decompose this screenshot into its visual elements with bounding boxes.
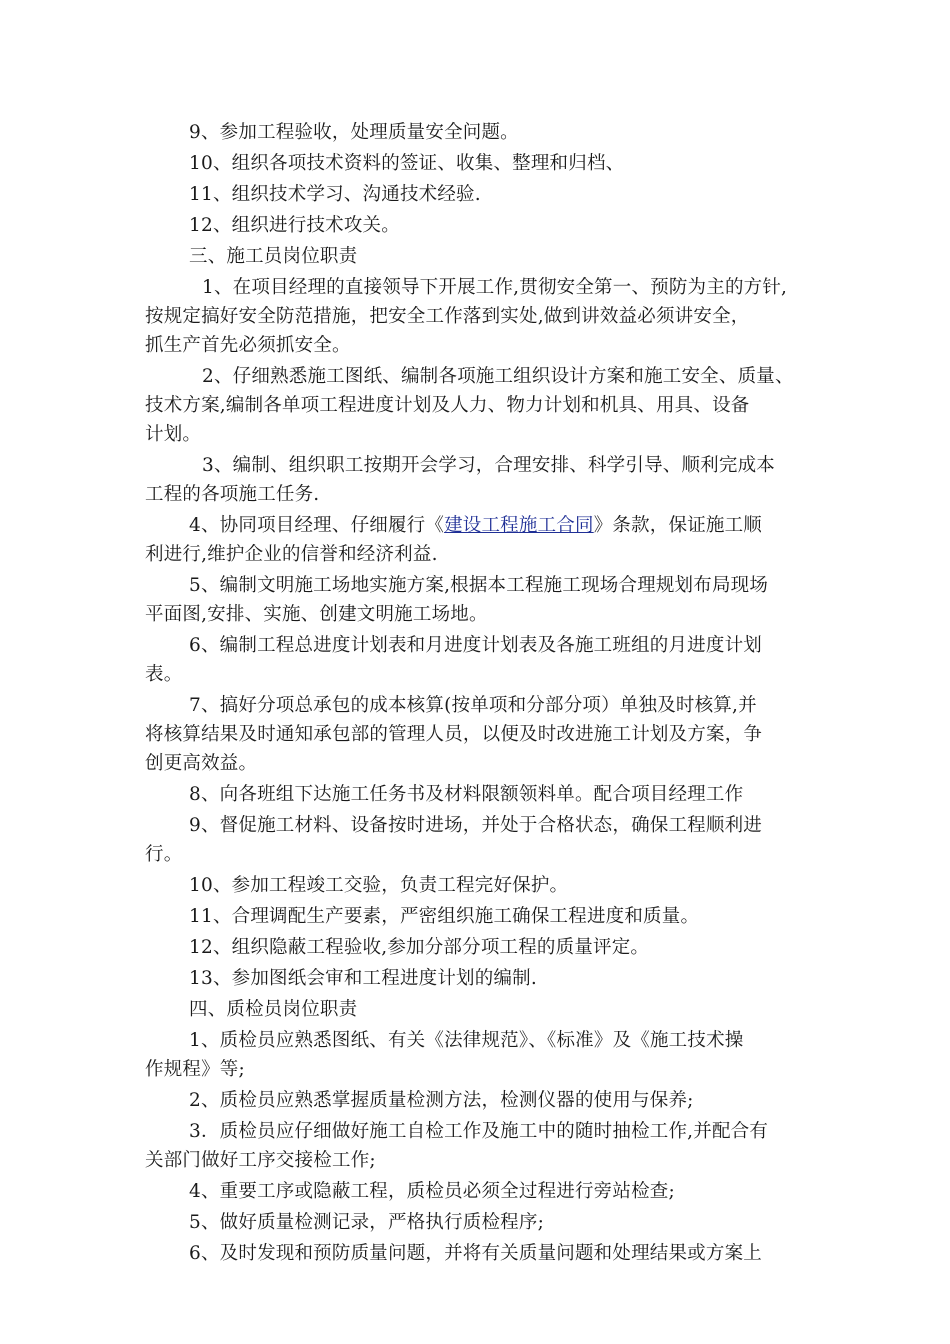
text-line: 工程的各项施工任务. <box>145 484 320 505</box>
text-line: 7、搞好分项总承包的成本核算(按单项和分部分项）单独及时核算,并 <box>189 695 757 716</box>
text-line: 10、组织各项技术资料的签证、收集、整理和归档、 <box>189 153 625 174</box>
paragraph <box>145 571 805 629</box>
section-heading <box>145 995 805 1024</box>
section-heading <box>145 242 805 271</box>
paragraph <box>145 811 805 869</box>
paragraph <box>145 933 805 962</box>
text-line: 6、及时发现和预防质量问题，并将有关质量问题和处理结果或方案上 <box>189 1243 762 1264</box>
text-line: 抓生产首先必须抓安全。 <box>145 335 351 356</box>
paragraph <box>145 273 805 360</box>
text-line: 10、参加工程竣工交验，负责工程完好保护。 <box>189 875 569 896</box>
text-line: 三、施工员岗位职责 <box>189 246 358 267</box>
text-line: 12、组织进行技术攻关。 <box>189 215 400 236</box>
text-line: 8、向各班组下达施工任务书及材料限额领料单。配合项目经理工作 <box>189 784 744 805</box>
text-segment: 》条款，保证施工顺 <box>593 515 762 536</box>
text-line: 2、仔细熟悉施工图纸、编制各项施工组织设计方案和施工安全、质量、 <box>202 366 794 387</box>
paragraph <box>145 149 805 178</box>
text-line: 6、编制工程总进度计划表和月进度计划表及各施工班组的月进度计划 <box>189 635 762 656</box>
text-line: 3、编制、组织职工按期开会学习，合理安排、科学引导、顺利完成本 <box>202 455 775 476</box>
paragraph <box>145 118 805 147</box>
paragraph <box>145 871 805 900</box>
text-segment: 4、协同项目经理、仔细履行《 <box>189 515 445 536</box>
text-line: 13、参加图纸会审和工程进度计划的编制. <box>189 968 537 989</box>
paragraph <box>145 691 805 778</box>
text-line: 5、编制文明施工场地实施方案,根据本工程施工现场合理规划布局现场 <box>189 575 769 596</box>
text-line: 利进行,维护企业的信誉和经济利益. <box>145 544 438 565</box>
contract-link[interactable]: 建设工程施工合同 <box>444 515 594 536</box>
text-line: 四、质检员岗位职责 <box>189 999 358 1020</box>
text-line: 9、督促施工材料、设备按时进场，并处于合格状态，确保工程顺利进 <box>189 815 762 836</box>
paragraph <box>145 631 805 689</box>
text-line: 平面图,安排、实施、创建文明施工场地。 <box>145 604 488 625</box>
text-line: 3．质检员应仔细做好施工自检工作及施工中的随时抽检工作,并配合有 <box>189 1121 769 1142</box>
paragraph <box>145 362 805 449</box>
paragraph <box>145 180 805 209</box>
text-line: 技术方案,编制各单项工程进度计划及人力、物力计划和机具、用具、设备 <box>145 395 750 416</box>
paragraph <box>145 211 805 240</box>
document-body <box>145 118 805 1270</box>
paragraph <box>145 451 805 509</box>
text-line: 1、质检员应熟悉图纸、有关《法律规范》、《标准》及《施工技术操 <box>189 1030 744 1051</box>
text-line: 表。 <box>145 664 183 685</box>
text-line: 创更高效益。 <box>145 753 258 774</box>
paragraph <box>145 511 805 569</box>
text-line: 将核算结果及时通知承包部的管理人员，以便及时改进施工计划及方案，争 <box>145 724 763 745</box>
paragraph <box>145 902 805 931</box>
paragraph <box>145 1177 805 1206</box>
paragraph <box>145 1117 805 1175</box>
text-line: 计划。 <box>145 424 202 445</box>
paragraph <box>145 1026 805 1084</box>
text-line: 4、重要工序或隐蔽工程，质检员必须全过程进行旁站检查; <box>189 1181 675 1202</box>
text-line: 1、在项目经理的直接领导下开展工作,贯彻安全第一、预防为主的方针, <box>202 277 788 298</box>
text-line: 12、组织隐蔽工程验收,参加分部分项工程的质量评定。 <box>189 937 650 958</box>
text-line: 2、质检员应熟悉掌握质量检测方法，检测仪器的使用与保养; <box>189 1090 694 1111</box>
text-line <box>145 511 805 540</box>
text-line: 11、合理调配生产要素，严密组织施工确保工程进度和质量。 <box>189 906 700 927</box>
text-line: 按规定搞好安全防范措施，把安全工作落到实处,做到讲效益必须讲安全， <box>145 306 750 327</box>
paragraph <box>145 1239 805 1268</box>
text-line: 关部门做好工序交接检工作; <box>145 1150 376 1171</box>
paragraph <box>145 1208 805 1237</box>
text-line: 5、做好质量检测记录，严格执行质检程序; <box>189 1212 545 1233</box>
text-line: 11、组织技术学习、沟通技术经验. <box>189 184 481 205</box>
paragraph <box>145 964 805 993</box>
text-line: 作规程》等; <box>145 1059 245 1080</box>
paragraph <box>145 780 805 809</box>
text-line: 行。 <box>145 844 183 865</box>
paragraph <box>145 1086 805 1115</box>
text-line: 9、参加工程验收，处理质量安全问题。 <box>189 122 519 143</box>
